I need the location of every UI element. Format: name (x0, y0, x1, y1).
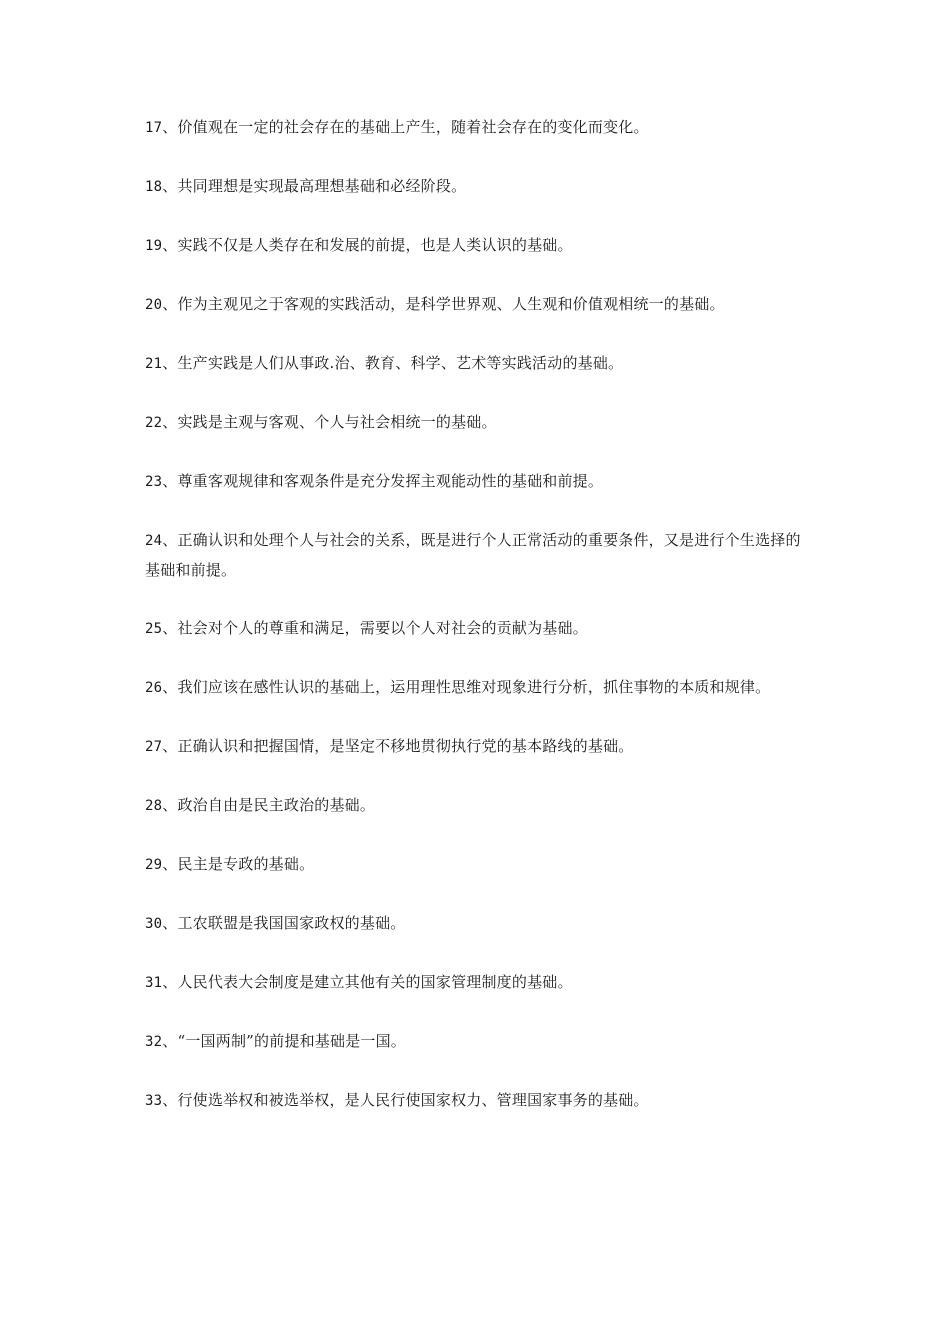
list-item (145, 614, 805, 644)
item-text: 共同理想是实现最高理想基础和必经阶段。 (177, 177, 467, 195)
item-number: 19 (145, 238, 163, 254)
item-separator: 、 (162, 177, 178, 195)
item-text: 人民代表大会制度是建立其他有关的国家管理制度的基础。 (177, 973, 573, 991)
item-number: 33 (145, 1093, 163, 1109)
item-number: 23 (145, 474, 163, 490)
list-item (145, 909, 805, 939)
item-text: 行使选举权和被选举权，是人民行使国家权力、管理国家事务的基础。 (177, 1091, 649, 1109)
item-separator: 、 (162, 1032, 178, 1050)
list-item (145, 791, 805, 821)
item-number: 22 (145, 415, 163, 431)
item-text: 民主是专政的基础。 (177, 855, 315, 873)
item-separator: 、 (162, 914, 178, 932)
list-item (145, 113, 805, 143)
item-text: “一国两制”的前提和基础是一国。 (177, 1032, 407, 1050)
item-text: 我们应该在感性认识的基础上，运用理性思维对现象进行分析，抓住事物的本质和规律。 (177, 678, 771, 696)
item-number: 24 (145, 533, 163, 549)
item-number: 30 (145, 916, 163, 932)
list-item (145, 467, 805, 497)
item-number: 17 (145, 120, 163, 136)
item-separator: 、 (162, 678, 178, 696)
item-text: 作为主观见之于客观的实践活动，是科学世界观、人生观和价值观相统一的基础。 (177, 295, 725, 313)
item-separator: 、 (162, 295, 178, 313)
item-number: 26 (145, 680, 163, 696)
item-separator: 、 (162, 737, 178, 755)
item-text: 价值观在一定的社会存在的基础上产生，随着社会存在的变化而变化。 (177, 118, 649, 136)
item-number: 18 (145, 179, 163, 195)
item-separator: 、 (162, 472, 178, 490)
item-separator: 、 (162, 973, 178, 991)
list-item (145, 290, 805, 320)
item-text: 尊重客观规律和客观条件是充分发挥主观能动性的基础和前提。 (177, 472, 604, 490)
item-separator: 、 (162, 236, 178, 254)
item-number: 31 (145, 975, 163, 991)
item-separator: 、 (162, 354, 178, 372)
item-separator: 、 (162, 531, 178, 549)
item-number: 32 (145, 1034, 163, 1050)
list-item (145, 172, 805, 202)
item-text: 社会对个人的尊重和满足，需要以个人对社会的贡献为基础。 (177, 619, 588, 637)
item-text: 实践是主观与客观、个人与社会相统一的基础。 (177, 413, 497, 431)
list-item (145, 408, 805, 438)
item-text: 工农联盟是我国国家政权的基础。 (177, 914, 406, 932)
item-separator: 、 (162, 118, 178, 136)
item-number: 25 (145, 621, 163, 637)
list-item (145, 968, 805, 998)
list-item (145, 526, 805, 585)
list-item (145, 231, 805, 261)
item-text: 政治自由是民主政治的基础。 (177, 796, 376, 814)
item-text: 实践不仅是人类存在和发展的前提，也是人类认识的基础。 (177, 236, 573, 254)
list-item (145, 1027, 805, 1057)
item-number: 20 (145, 297, 163, 313)
list-item (145, 1086, 805, 1116)
item-text: 生产实践是人们从事政.治、教育、科学、艺术等实践活动的基础。 (177, 354, 624, 372)
item-separator: 、 (162, 855, 178, 873)
item-number: 29 (145, 857, 163, 873)
item-number: 28 (145, 798, 163, 814)
item-separator: 、 (162, 796, 178, 814)
list-item (145, 349, 805, 379)
list-item (145, 732, 805, 762)
item-text: 正确认识和把握国情，是坚定不移地贯彻执行党的基本路线的基础。 (177, 737, 634, 755)
item-list (145, 113, 805, 1145)
list-item (145, 673, 805, 703)
item-number: 21 (145, 356, 163, 372)
item-number: 27 (145, 739, 163, 755)
item-separator: 、 (162, 413, 178, 431)
item-text: 正确认识和处理个人与社会的关系，既是进行个人正常活动的重要条件，又是进行个生选择的基础和前提。 (145, 531, 801, 579)
item-separator: 、 (162, 619, 178, 637)
item-separator: 、 (162, 1091, 178, 1109)
list-item (145, 850, 805, 880)
